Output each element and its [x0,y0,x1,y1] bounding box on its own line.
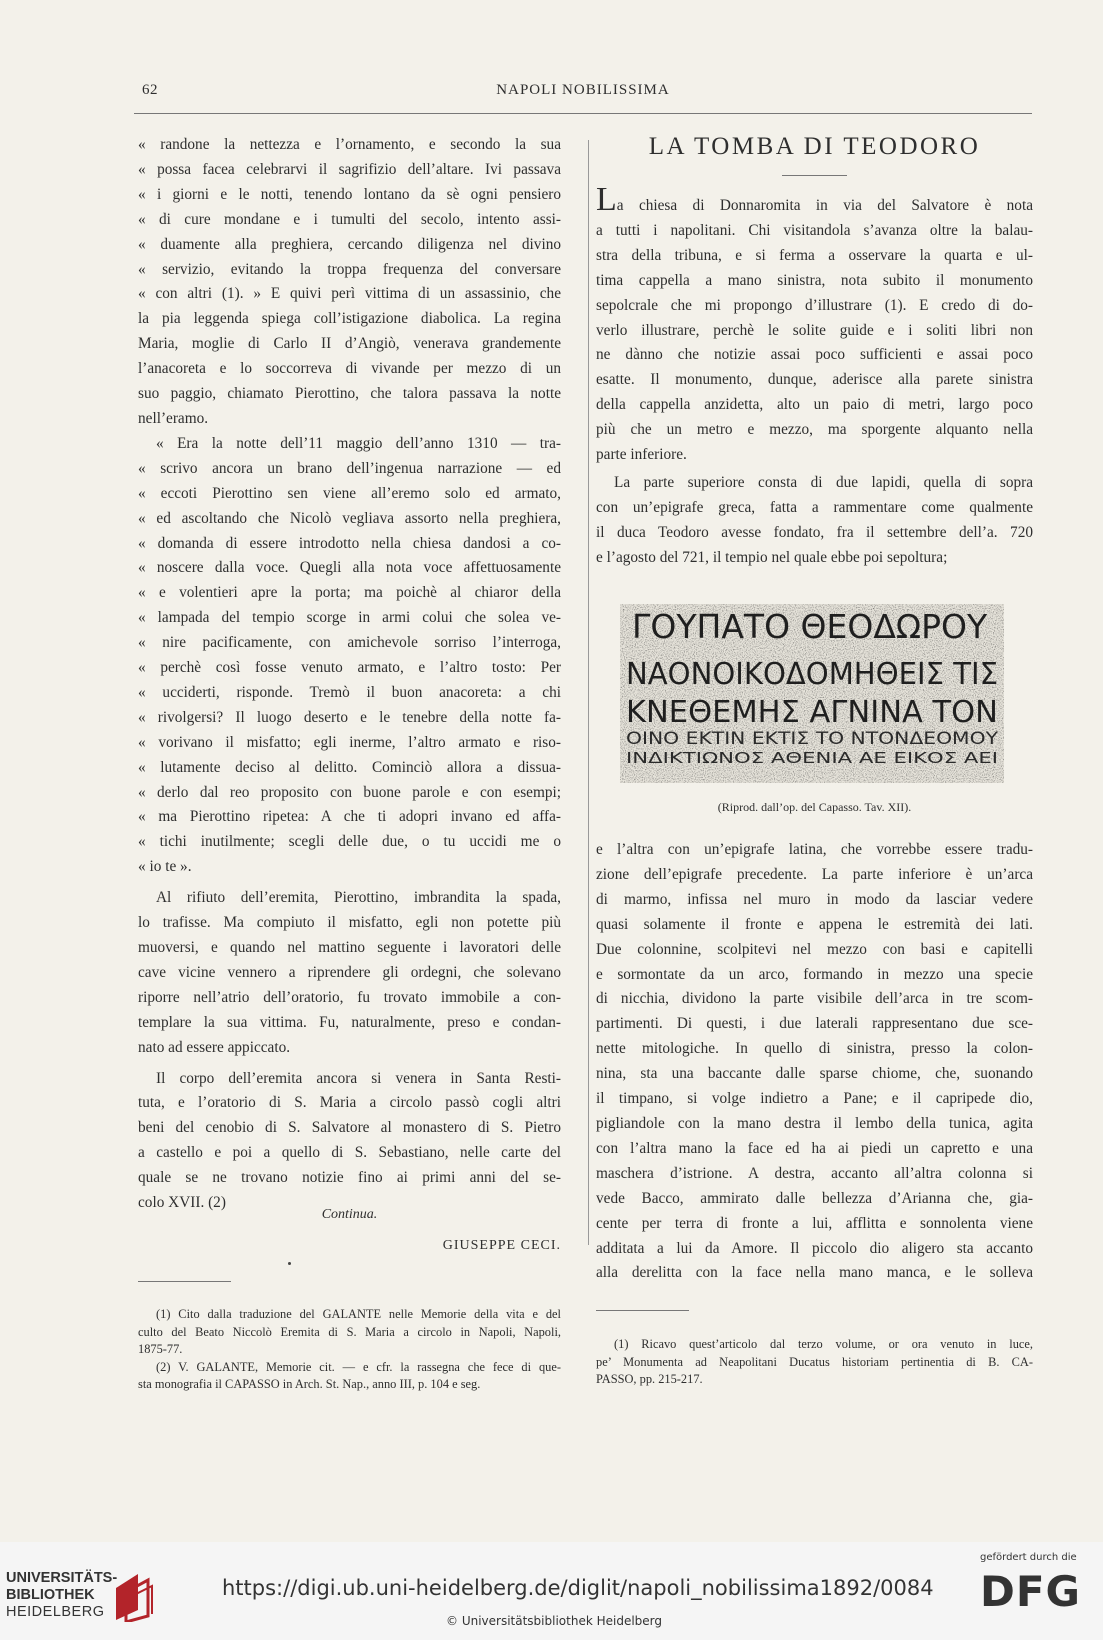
article-text-top [596,181,1033,571]
footnotes-right [596,1336,1033,1389]
left-column-line: « i giorni e le notti, tenendo lontano da sè ogni pensiero [138,185,561,203]
inscription-line-5: ΙΝΔΙΚΤΙΩΝΟΣ ΑΘΕΝΙΑ ΑΕ ΕΙΚΟΣ ΑΕΙ [626,749,998,767]
left-column-line: suo paggio, chiamato Pierottino, che talora passava la notte [138,385,561,403]
article-line: e l’agosto del 721, il tempio nel quale ebbe poi sepoltura; [596,548,948,566]
left-column-line: nell’eramo. [138,409,209,427]
permalink-url[interactable]: https://digi.ub.uni-heidelberg.de/diglit/napoli_nobilissima1892/0084 [222,1576,934,1600]
footnote-line: (2) V. GALANTE, Memorie cit. — e cfr. la rassegna che fece di que- [156,1359,561,1374]
column-divider [588,140,589,1245]
article-line: La parte superiore consta di due lapidi, quella di sopra [614,473,1033,491]
footnote-rule-left [138,1281,231,1282]
left-column-line: « con altri (1). » E quivi perì vittima di un assassinio, che [138,285,561,303]
left-column-text [138,133,561,1216]
article-line: nette mitologiche. In quello di sinistra, presso la colon- [596,1040,1033,1058]
inscription-line-1: ΓΟΥΠΑΤΟ ΘΕΟΔΩΡΟΥ [632,607,988,646]
viewer-footer [0,1542,1103,1640]
left-column-line: « derlo dal reo proposito con buone parole e con esempi; [138,783,561,801]
article-line: Due colonnine, scolpitevi nel mezzo con basi e capitelli [596,940,1033,958]
article-line: e l’altra con un’epigrafe latina, che vorrebbe essere tradu- [596,841,1033,858]
left-column-line: Al rifiuto dell’eremita, Pierottino, imbrandita la spada, [156,889,561,907]
greek-inscription-image [620,604,1004,783]
left-column-line: « nire pacificamente, con amichevole sorriso l’interroga, [138,634,561,652]
article-line: maschera d’istrione. A destra, accanto all’altra colonna si [596,1164,1033,1182]
journal-title: NAPOLI NOBILISSIMA [496,82,670,98]
article-line: verlo illustrare, perchè le solite guide e i soliti libri non [596,321,1033,339]
article-line: il duca Teodoro avesse fondato, fra il settembre dell’a. 720 [596,523,1033,541]
left-column-line: « di cure mondane e i tumulti del secolo, intento assi- [138,210,561,228]
left-column-line: « e volentieri apre la porta; ma poichè al chiaror della [138,584,561,602]
continua-note: Continua. [321,1207,378,1222]
running-head [134,82,1032,104]
footnote-rule-right [596,1310,689,1311]
header-rule [134,113,1032,114]
left-column-line: tuta, e l’oratorio di S. Maria a circolo passò cogli altri [138,1094,561,1112]
article-line: quasi solamente il fronte e appena le estremità dei lati. [596,915,1033,933]
article-line: di nicchia, dividono la parte visibile dell’arca in tre scom- [596,990,1033,1008]
inscription-line-2: ΝΑΟΝΟΙΚΟΔΟΜΗΘΕΙΣ ΤΙΣ [626,657,998,692]
left-column-line: lo trafisse. Ma compiuto il misfatto, egli non potette più [138,914,561,932]
article-line: alla derelitta con la face nella mano manca, e le solleva [596,1264,1033,1282]
left-column-line: « vorivano il misfatto; egli inerme, l’altro armato e riso- [138,733,561,751]
left-column-line: « lampada del tempio scorge in armi colui che solea ve- [138,609,561,627]
article-author: GIUSEPPE CECI. [442,1238,561,1253]
inscription-line-4: ΟΙΝΟ ΕΚΤΙΝ ΕΚΤΙΣ ΤΟ ΝΤΟΝΔΕΟΜΟΥ [626,729,999,749]
footnote-line: PASSO, pp. 215-217. [596,1372,703,1387]
article-line: con l’altra mano la face ed ha ai piedi un capretto e una [596,1139,1033,1157]
left-column-line: « perchè così fosse venuto armato, e l’altro tosto: Per [138,659,561,677]
left-column-line: l’anacoreta e lo soccorreva di vivande per mezzo di un [138,360,561,378]
left-column-line: Maria, moglie di Carlo II d’Angiò, venerava grandemente [138,335,561,353]
dfg-logo[interactable]: DFG [980,1567,1082,1616]
left-column-line: a castello e poi a quello di S. Sebastiano, nelle carte del [138,1144,561,1162]
library-name-line-1: UNIVERSITÄTS- [6,1570,118,1586]
article-line: sepolcrale che mi propongo d’illustrare (1). E credo di do- [596,296,1033,314]
footnote-line: 1875-77. [138,1342,183,1357]
left-column-line: templare la sua vittima. Fu, naturalmente, preso e condan- [138,1013,561,1031]
article-line: zione dell’epigrafe precedente. La parte inferiore è un’arca [596,865,1033,883]
article-line: pigliandole con la mano destra il lembo della tunica, agita [596,1114,1033,1132]
library-name-line-3: HEIDELBERG [6,1604,105,1620]
left-column-line: « noscere dalla voce. Quegli alla nota voce affettuosamente [138,559,561,577]
left-column-line: « ucciderti, risponde. Tremò il buon anacoreta: a chi [138,683,561,701]
footnote-line: culto del Beato Niccolò Eremita di S. Maria a circolo in Napoli, Napoli, [138,1324,561,1339]
article-line: il timpano, si volge indietro a Pane; e il capripede dio, [596,1090,1033,1108]
article-line: con un’epigrafe greca, fatta a rammentare come qualmente [596,498,1033,516]
title-rule [782,175,847,176]
left-column-line: « scrivo ancora un brano dell’ingenua narrazione — ed [138,459,561,477]
left-column-line: « Era la notte dell’11 maggio dell’anno 1310 — tra- [156,434,561,452]
left-column-line: « possa facea celebrarvi il sagrifizio dell’altare. Ivi passava [138,160,561,178]
left-column-line: nato ad essere appiccato. [138,1038,291,1056]
article-line: La chiesa di Donnaromita in via del Salvatore è nota [596,181,1033,218]
inscription-line-3: ΚΝΕΘΕΜΗΣ ΑΓΝΙΝΑ ΤΟΝ [626,695,998,730]
article-line: vede Bacco, ammirato dalle bellezza d’Arianna che, gia- [596,1189,1033,1207]
article-line: esatte. Il monumento, dunque, aderisce alla parete sinistra [596,371,1033,389]
library-name[interactable] [6,1570,117,1621]
article-line: più che un metro e mezzo, ma sporgente alquanto nella [596,421,1033,439]
left-column-line: « domanda di essere introdotto nella chiesa dandosi a co- [138,534,561,552]
article-line: stra della tribuna, e si ferma a osservare la quarta e ul- [596,246,1033,264]
left-column-line: « rivolgersi? Il luogo deserto e le tenebre della notte fa- [138,708,561,726]
footnote-line: sta monografia il CAPASSO in Arch. St. Nap., anno III, p. 104 e seg. [138,1377,481,1392]
article-line: partimenti. Di questi, i due laterali rappresentano due sce- [596,1015,1033,1033]
article-line: additata a lui da Amore. Il piccolo dio aligero sta accanto [596,1239,1033,1257]
library-name-line-2: BIBLIOTHEK [6,1587,95,1603]
left-column-line: Il corpo dell’eremita ancora si venera in Santa Resti- [156,1069,561,1087]
page-number: 62 [142,82,158,98]
left-column-line: « lutamente deciso al delitto. Cominciò allora a dissua- [138,758,561,776]
article-line: ne dànno che notizie assai poco sufficienti e assai poco [596,346,1033,364]
footnote-line: (1) Cito dalla traduzione del GALANTE nelle Memorie della vita e del [156,1307,561,1321]
footnote-line: (1) Ricavo quest’articolo dal terzo volume, or ora venuto in luce, [614,1337,1033,1351]
article-line: cente per terra di fronte a lui, afflitta e sonnolenta viene [596,1214,1033,1232]
article-line: a tutti i napolitani. Chi visitandola s’avanza oltre la balau- [596,221,1033,239]
left-column-line: « servizio, evitando la troppa frequenza del conversare [138,260,561,278]
article-line: della cappella anzidetta, alto un paio di metri, largo poco [596,396,1033,414]
left-column-line: « tichi inutilmente; scegli delle due, o tu uccidi me o [138,833,561,851]
left-column-line: « duamente alla preghiera, cercando diligenza nel divino [138,235,561,253]
left-column-line: muoversi, e quando nel mattino seguente i lavoratori delle [138,939,561,956]
left-column-line: « ed ascoltando che Nicolò vegliava assorto nella preghiera, [138,509,561,527]
funding-note: gefördert durch die [980,1552,1077,1563]
left-column-line: beni del cenobio di S. Salvatore al monastero di S. Pietro [138,1119,561,1137]
left-column-line: « io te ». [138,858,192,876]
article-title: LA TOMBA DI TEODORO [648,133,981,160]
library-logo-icon[interactable] [112,1570,154,1622]
left-column-line: « ma Pierottino ripetea: A che ti adopri invano ed affa- [138,808,561,826]
inscription-caption: (Riprod. dall’op. del Capasso. Tav. XII). [717,800,912,814]
left-column-line: quale se ne trovano notizie fino ai primi anni del se- [138,1169,561,1187]
article-line: di marmo, infissa nel muro in modo da lasciar vedere [596,890,1033,908]
left-column-line: la pia leggenda spiega coll’istigazione diabolica. La regina [138,310,561,328]
stray-dot [288,1262,291,1265]
copyright-notice: © Universitätsbibliothek Heidelberg [446,1614,663,1628]
article-line: e sormontate da un arco, formando in mezzo una specie [596,965,1033,983]
left-column-line: « eccoti Pierottino sen viene all’eremo solo ed armato, [138,484,561,502]
left-column-line: riporre nell’atrio dell’oratorio, fu trovato immobile a con- [138,988,561,1006]
footnotes-left [138,1306,561,1394]
left-column-line: cave vicine vennero a riprendere gli ordegni, che solevano [138,963,561,981]
inscription-svg [620,604,1004,783]
article-line: parte inferiore. [596,446,687,464]
left-column-line: « randone la nettezza e l’ornamento, e secondo la sua [138,136,561,153]
article-line: tima cappella a mano sinistra, nota subito il monumento [596,271,1033,289]
left-column-line: colo XVII. (2) [138,1194,226,1212]
footnote-line: pe’ Monumenta ad Neapolitani Ducatus historiam pertinentia di B. CA- [596,1354,1033,1369]
article-text-bottom [596,838,1033,1286]
article-line: nina, sta una baccante dalle sparse chiome, che, suonando [596,1065,1033,1083]
